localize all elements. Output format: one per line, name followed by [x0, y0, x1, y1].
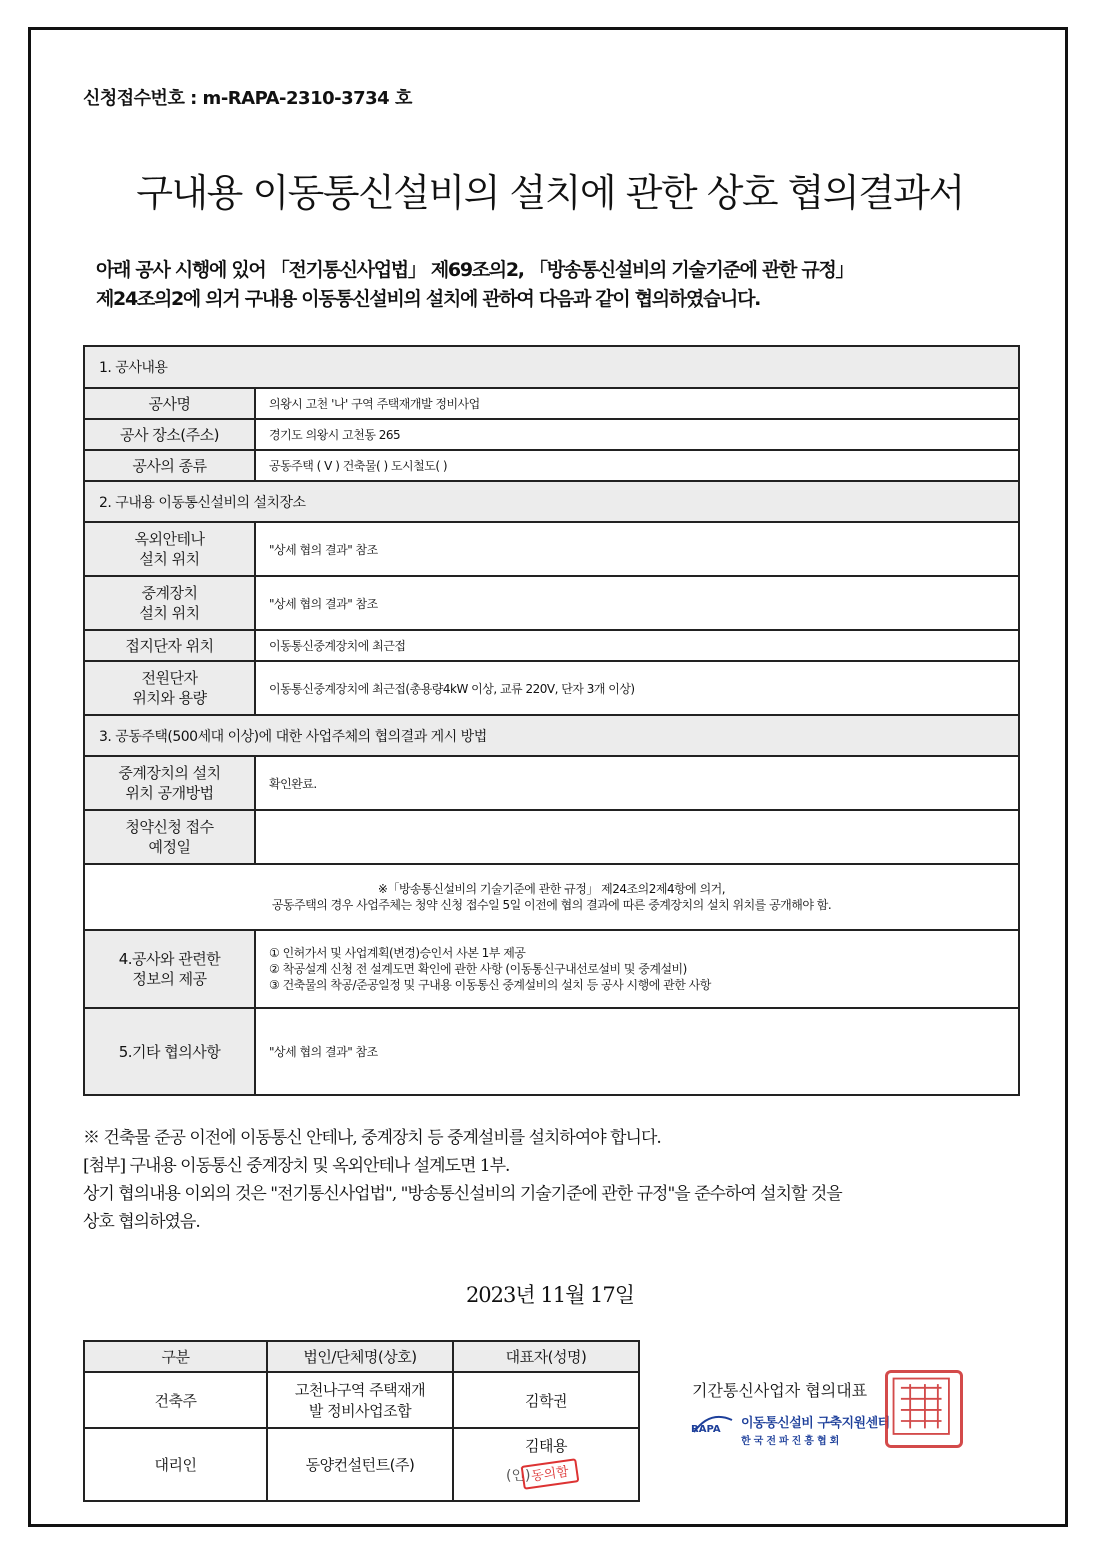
center-name: 이동통신설비 구축지원센터	[741, 1416, 890, 1431]
rapa-logo-icon	[690, 1412, 736, 1436]
list-item: ② 착공설계 신청 전 설계도면 확인에 관한 사항 (이동통신구내선로설비 및 중계설비)	[269, 962, 687, 976]
intro-text	[96, 256, 1026, 314]
value-construction-address: 경기도 의왕시 고천동 265	[255, 419, 1019, 450]
label-info-provision	[84, 930, 255, 1008]
label-line: 위치와 용량	[132, 689, 207, 707]
footer-note-4: 상호 협의하였음.	[83, 1212, 200, 1232]
value-disclosure-method: 확인완료.	[255, 756, 1019, 810]
rapa-logo-text: RAPA	[691, 1424, 721, 1435]
note-line: ※「방송통신설비의 기술기준에 관한 규정」 제24조의2제4항에 의거,	[377, 882, 726, 896]
value-construction-type: 공동주택 ( V ) 건축물( ) 도시철도( )	[255, 450, 1019, 481]
label-construction-name: 공사명	[84, 388, 255, 419]
label-disclosure-method	[84, 756, 255, 810]
header-category: 구분	[84, 1341, 267, 1372]
label-line: 정보의 제공	[132, 970, 207, 988]
consultation-table	[83, 345, 1020, 1096]
row-builder-representative: 김학권	[453, 1372, 639, 1428]
list-item: ① 인허가서 및 사업계획(변경)승인서 사본 1부 제공	[269, 946, 526, 960]
value-info-provision	[255, 930, 1019, 1008]
intro-line-1: 아래 공사 시행에 있어 「전기통신사업법」 제69조의2, 「방송통신설비의 기술기준에 관한 규정」	[96, 259, 854, 281]
footer-note-3: 상기 협의내용 이외의 것은 "전기통신사업법", "방송통신설비의 기술기준에 관한 규정"을 준수하여 설치할 것을	[83, 1184, 842, 1204]
label-outdoor-antenna	[84, 522, 255, 576]
label-line: 중계장치	[141, 584, 198, 602]
footer-notes	[83, 1124, 1028, 1236]
association-name: 한국전파진흥협회	[741, 1436, 843, 1447]
certifier-label: 기간통신사업자 협의대표	[692, 1381, 868, 1400]
label-other-matters: 5.기타 협의사항	[84, 1008, 255, 1095]
label-line: 설치 위치	[139, 550, 200, 568]
label-line: 위치 공개방법	[125, 784, 214, 802]
footer-note-2: [첨부] 구내용 이동통신 중계장치 및 옥외안테나 설계도면 1부.	[83, 1156, 510, 1176]
section-1-title: 1. 공사내용	[84, 346, 1019, 388]
value-outdoor-antenna: "상세 협의 결과" 참조	[255, 522, 1019, 576]
list-item: ③ 건축물의 착공/준공일정 및 구내용 이동통신 중계설비의 설치 등 공사 시행에 관한 사항	[269, 978, 711, 992]
footer-note-1: ※ 건축물 준공 이전에 이동통신 안테나, 중계장치 등 중계설비를 설치하여야 합니다.	[83, 1128, 661, 1148]
intro-line-2: 제24조의2에 의거 구내용 이동통신설비의 설치에 관하여 다음과 같이 협의하였습니다.	[96, 288, 761, 310]
value-ground-terminal: 이동통신중계장치에 최근접	[255, 630, 1019, 661]
row-builder-organization	[267, 1372, 453, 1428]
org-line: 고천나구역 주택재개	[294, 1381, 426, 1399]
agreement-date: 2023년 11월 17일	[465, 1283, 635, 1307]
label-line: 예정일	[148, 838, 191, 856]
header-representative: 대표자(성명)	[453, 1341, 639, 1372]
value-repeater-location: "상세 협의 결과" 참조	[255, 576, 1019, 630]
value-power-terminal: 이동통신중계장치에 최근접(총용량4kW 이상, 교류 220V, 단자 3개 이상)	[255, 661, 1019, 715]
label-line: 옥외안테나	[134, 530, 205, 548]
label-line: 설치 위치	[139, 604, 200, 622]
rapa-center	[741, 1412, 890, 1447]
label-repeater-location	[84, 576, 255, 630]
rep-name: 김태용	[525, 1437, 567, 1455]
seal-paren: (인)	[506, 1468, 531, 1484]
document-title: 구내용 이동통신설비의 설치에 관한 상호 협의결과서	[136, 171, 964, 215]
label-construction-address: 공사 장소(주소)	[84, 419, 255, 450]
org-line: 발 정비사업조합	[308, 1402, 412, 1420]
application-number: 신청접수번호 : m-RAPA-2310-3734 호	[83, 88, 412, 109]
label-line: 4.공사와 관련한	[118, 950, 221, 968]
row-agent-organization: 동양컨설턴트(주)	[267, 1428, 453, 1501]
value-construction-name: 의왕시 고천 '나' 구역 주택재개발 정비사업	[255, 388, 1019, 419]
label-subscription-date	[84, 810, 255, 864]
header-organization: 법인/단체명(상호)	[267, 1341, 453, 1372]
label-power-terminal	[84, 661, 255, 715]
label-line: 전원단자	[141, 669, 198, 687]
official-seal-stamp	[885, 1370, 963, 1448]
value-other-matters: "상세 협의 결과" 참조	[255, 1008, 1019, 1095]
section-2-title: 2. 구내용 이동통신설비의 설치장소	[84, 481, 1019, 522]
row-builder-category: 건축주	[84, 1372, 267, 1428]
row-agent-category: 대리인	[84, 1428, 267, 1501]
section-3-note	[84, 864, 1019, 930]
agent-seal-stamp: 동의함	[521, 1458, 580, 1490]
label-construction-type: 공사의 종류	[84, 450, 255, 481]
label-line: 청약신청 접수	[125, 818, 214, 836]
note-line: 공동주택의 경우 사업주체는 청약 신청 접수일 5일 이전에 협의 결과에 따른 중계장치의 설치 위치를 공개해야 함.	[271, 898, 832, 912]
label-line: 중계장치의 설치	[118, 764, 221, 782]
section-3-title: 3. 공동주택(500세대 이상)에 대한 사업주체의 협의결과 게시 방법	[84, 715, 1019, 756]
label-ground-terminal: 접지단자 위치	[84, 630, 255, 661]
value-subscription-date	[255, 810, 1019, 864]
